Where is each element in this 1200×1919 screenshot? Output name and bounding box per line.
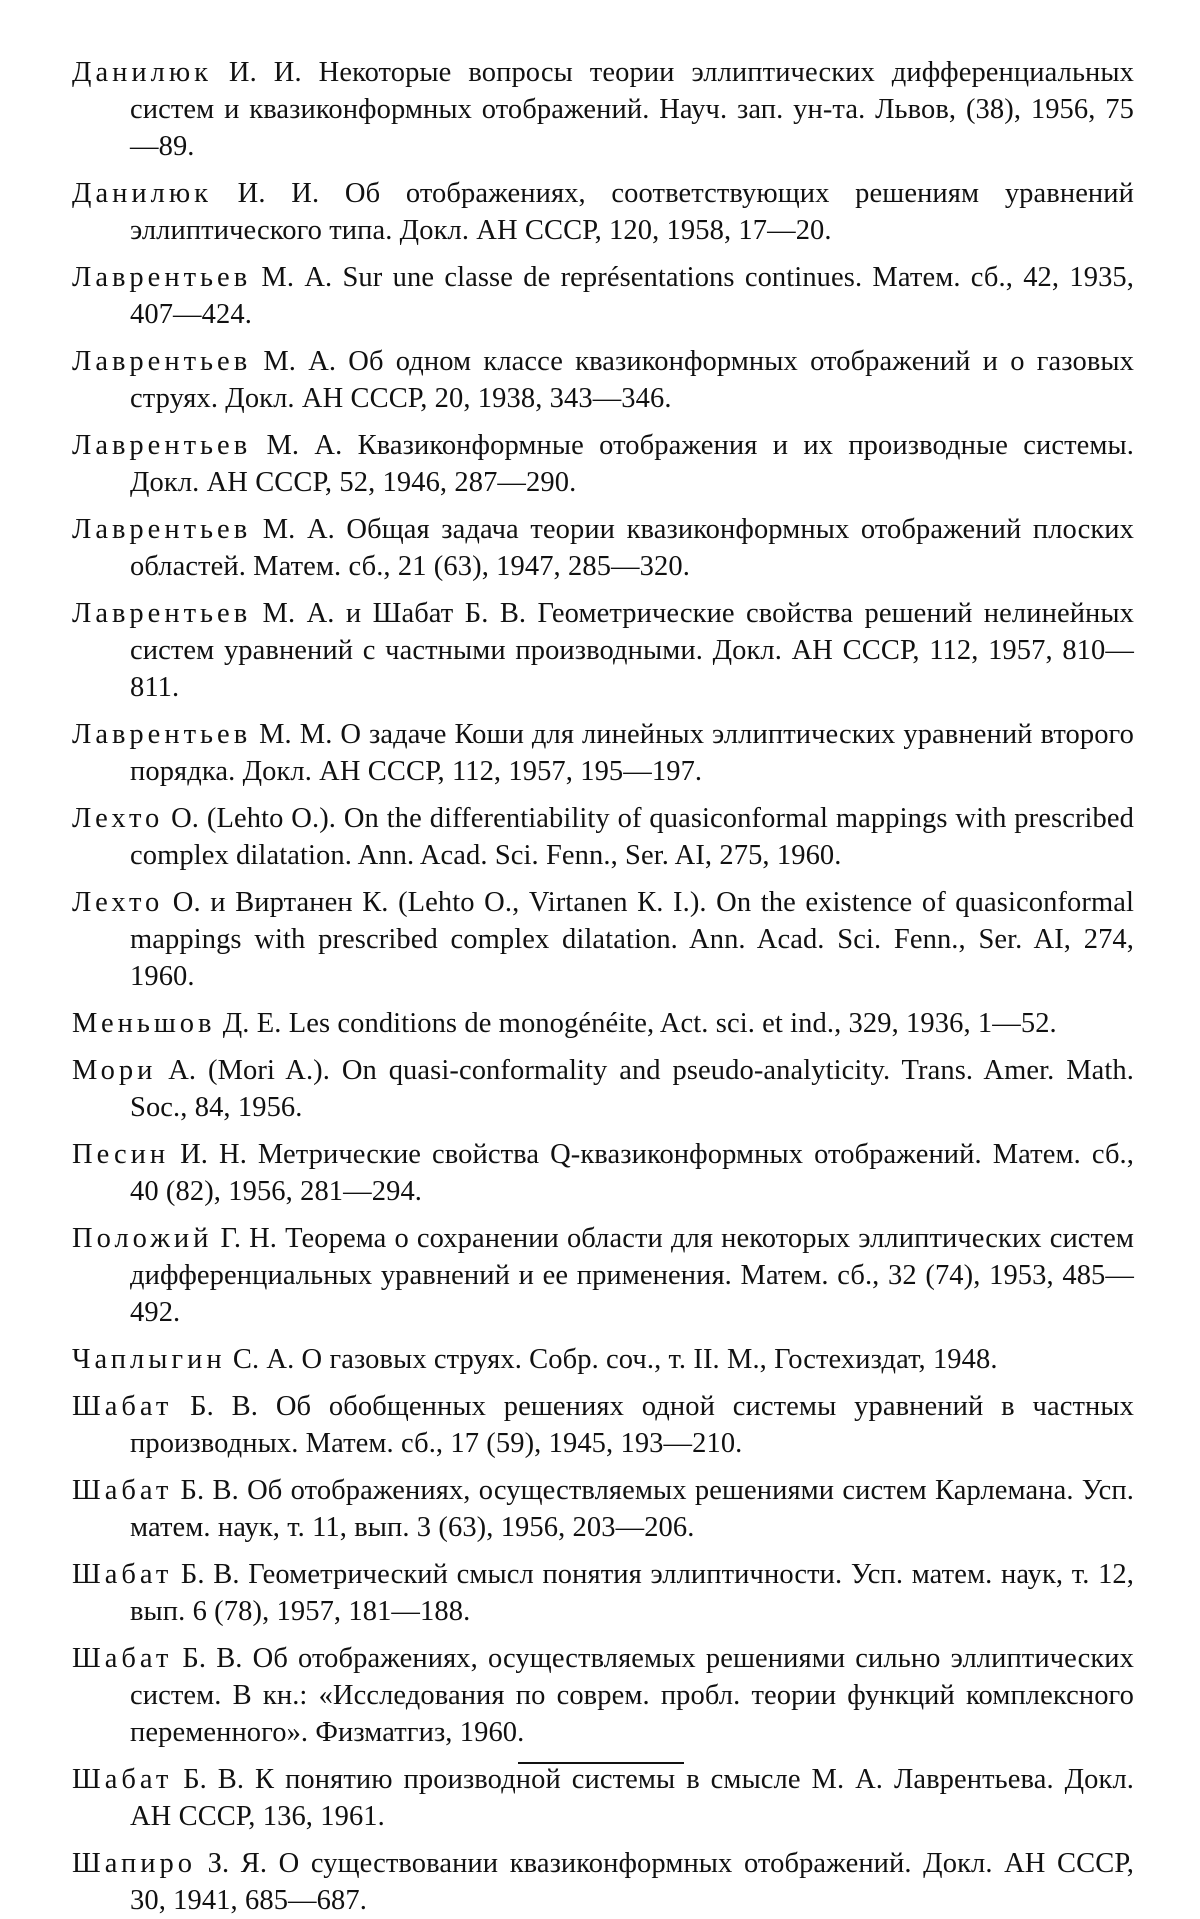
reference-entry [72, 1761, 1134, 1835]
reference-entry [72, 54, 1134, 165]
reference-author: Шабат [72, 1764, 173, 1795]
reference-entry [72, 259, 1134, 333]
reference-entry [72, 1556, 1134, 1630]
reference-text: О. (Lehto О.). On the differentiability of quasiconformal mappings with prescribed complex dilatation. Ann. Acad. Sci. Fenn., Ser. AI, 275, 1960. [130, 803, 1134, 871]
reference-text: И. Н. Метрические свойства Q-квазиконформных отображений. Матем. сб., 40 (82), 1956, 281—294. [130, 1139, 1134, 1207]
reference-text: Б. В. Геометрический смысл понятия эллиптичности. Усп. матем. наук, т. 12, вып. 6 (78), 1957, 181—188. [130, 1559, 1134, 1627]
reference-author: Шапиро [72, 1848, 197, 1879]
end-rule-divider [518, 1762, 684, 1764]
reference-entry [72, 1005, 1134, 1042]
reference-entry [72, 1341, 1134, 1378]
reference-text: М. А. Квазиконформные отображения и их производные системы. Докл. АН СССР, 52, 1946, 287—290. [130, 430, 1134, 498]
reference-text: М. А. Об одном классе квазиконформных отображений и о газовых струях. Докл. АН СССР, 20, 1938, 343—346. [130, 346, 1134, 414]
reference-entry [72, 1472, 1134, 1546]
reference-author: Шабат [72, 1391, 173, 1422]
reference-author: Мори [72, 1055, 157, 1086]
reference-author: Лаврентьев [72, 598, 252, 629]
reference-entry [72, 595, 1134, 706]
reference-text: Б. В. К понятию производной системы в смысле М. А. Лаврентьева. Докл. АН СССР, 136, 1961. [130, 1764, 1134, 1832]
reference-entry [72, 1845, 1134, 1919]
reference-author: Шабат [72, 1475, 173, 1506]
reference-entry [72, 1388, 1134, 1462]
reference-entry [72, 1640, 1134, 1751]
reference-entry [72, 1220, 1134, 1331]
reference-text: С. А. О газовых струях. Собр. соч., т. II. М., Гостехиздат, 1948. [225, 1344, 998, 1375]
reference-author: Положий [72, 1223, 213, 1254]
reference-text: Г. Н. Теорема о сохранении области для некоторых эллиптических систем дифференциальных уравнений и ее применения. Матем. сб., 32 (74), 1953, 485—492. [130, 1223, 1134, 1328]
reference-text: Б. В. Об обобщенных решениях одной системы уравнений в частных производных. Матем. сб., 17 (59), 1945, 193—210. [130, 1391, 1134, 1459]
reference-author: Лаврентьев [72, 719, 252, 750]
reference-entry [72, 343, 1134, 417]
reference-author: Лаврентьев [72, 346, 252, 377]
reference-author: Лаврентьев [72, 430, 252, 461]
reference-author: Лаврентьев [72, 514, 252, 545]
reference-author: Шабат [72, 1559, 173, 1590]
reference-author: Данилюк [72, 178, 212, 209]
reference-text: М. А. и Шабат Б. В. Геометрические свойства решений нелинейных систем уравнений с частными производными. Докл. АН СССР, 112, 1957, 810—811. [130, 598, 1134, 703]
reference-entry [72, 511, 1134, 585]
reference-text: А. (Mori A.). On quasi-conformality and pseudo-analyticity. Trans. Amer. Math. Soc., 84, 1956. [130, 1055, 1134, 1123]
reference-text: И. И. Об отображениях, соответствующих решениям уравнений эллиптического типа. Докл. АН СССР, 120, 1958, 17—20. [130, 178, 1134, 246]
reference-author: Лехто [72, 887, 164, 918]
reference-author: Данилюк [72, 57, 212, 88]
reference-entry [72, 427, 1134, 501]
reference-author: Чаплыгин [72, 1344, 226, 1375]
reference-entry [72, 1052, 1134, 1126]
reference-text: Б. В. Об отображениях, осуществляемых решениями систем Карлемана. Усп. матем. наук, т. 11, вып. 3 (63), 1956, 203—206. [130, 1475, 1134, 1543]
reference-text: З. Я. О существовании квазиконформных отображений. Докл. АН СССР, 30, 1941, 685—687. [130, 1848, 1134, 1916]
reference-text: Б. В. Об отображениях, осуществляемых решениями сильно эллиптических систем. В кн.: «Исследования по соврем. пробл. теории функций комплексного переменного». Физматгиз, 1960. [130, 1643, 1134, 1748]
reference-author: Шабат [72, 1643, 173, 1674]
reference-text: Д. Е. Les conditions de monogénéite, Act. sci. et ind., 329, 1936, 1—52. [215, 1008, 1057, 1039]
reference-entry [72, 800, 1134, 874]
reference-text: М. М. О задаче Коши для линейных эллиптических уравнений второго порядка. Докл. АН СССР, 112, 1957, 195—197. [130, 719, 1134, 787]
reference-entry [72, 1136, 1134, 1210]
bibliography-list [72, 54, 1134, 1919]
reference-entry [72, 716, 1134, 790]
reference-text: И. И. Некоторые вопросы теории эллиптических дифференциальных систем и квазиконформных отображений. Науч. зап. ун-та. Львов, (38), 1956, 75—89. [130, 57, 1134, 162]
reference-entry [72, 884, 1134, 995]
reference-text: О. и Виртанен К. (Lehto О., Virtanen К. I.). On the existence of quasiconformal mappings with prescribed complex dilatation. Ann. Acad. Sci. Fenn., Ser. AI, 274, 1960. [130, 887, 1134, 992]
reference-author: Лехто [72, 803, 164, 834]
reference-author: Песин [72, 1139, 170, 1170]
reference-author: Меньшов [72, 1008, 216, 1039]
reference-text: М. А. Sur une classe de représentations continues. Матем. сб., 42, 1935, 407—424. [130, 262, 1134, 330]
reference-entry [72, 175, 1134, 249]
reference-author: Лаврентьев [72, 262, 252, 293]
reference-text: М. А. Общая задача теории квазиконформных отображений плоских областей. Матем. сб., 21 (63), 1947, 285—320. [130, 514, 1134, 582]
